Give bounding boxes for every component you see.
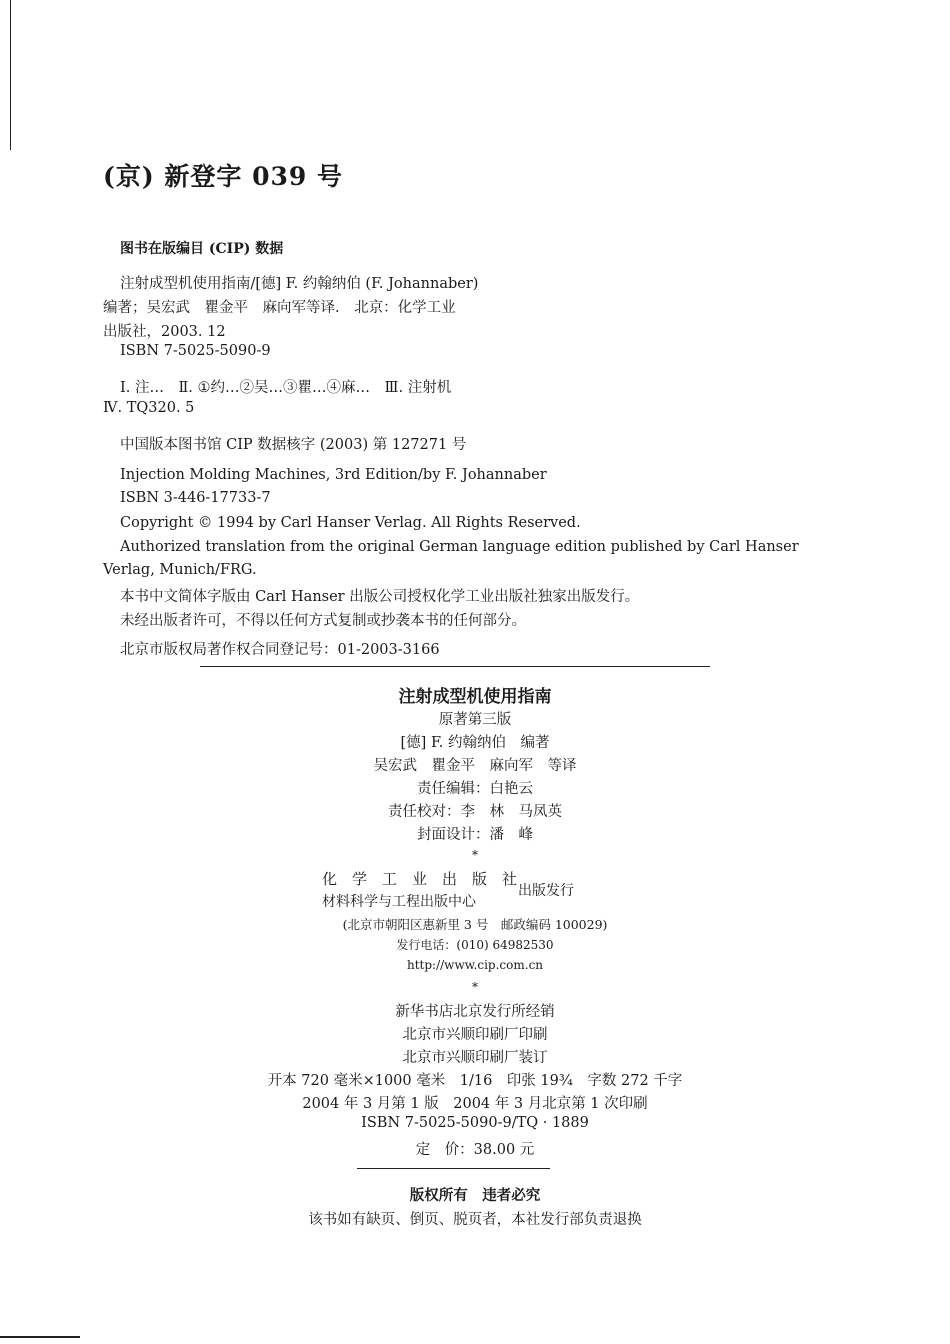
sales-phone: 发行电话：(010) 64982530 [396, 938, 554, 952]
publisher-center: 材料科学与工程出版中心 [322, 894, 476, 910]
printer: 北京市兴顺印刷厂印刷 [402, 1027, 548, 1043]
scan-edge-line [10, 0, 11, 150]
colophon-top-rule [200, 666, 710, 667]
publisher-name: 化 学 工 业 出 版 社 [322, 870, 518, 888]
cip-subjects-line1: Ⅰ. 注… Ⅱ. ①约…②吴…③瞿…④麻… Ⅲ. 注射机 [120, 380, 452, 396]
colophon-bottom-rule [357, 1168, 550, 1169]
cip-entry-line2: 编著；吴宏武 瞿金平 麻向军等译. 北京：化学工业 [103, 300, 456, 316]
publisher-url: http://www.cip.com.cn [406, 958, 544, 972]
rights-line2: 未经出版者许可，不得以任何方式复制或抄袭本书的任何部分。 [120, 613, 526, 629]
separator-star-2: * [472, 980, 478, 994]
distributor: 新华书店北京发行所经销 [395, 1004, 555, 1020]
original-title-line: Injection Molding Machines, 3rd Edition/by F. Johannaber [120, 467, 547, 483]
cip-entry-line1: 注射成型机使用指南/[德] F. 约翰纳伯 (F. Johannaber) [120, 276, 479, 292]
original-isbn: ISBN 3-446-17733-7 [120, 490, 271, 506]
print-date: 2004 年 3 月第 1 版 2004 年 3 月北京第 1 次印刷 [302, 1096, 648, 1112]
scan-bottom-line [0, 1336, 80, 1338]
rights-line1: 本书中文简体字版由 Carl Hanser 出版公司授权化学工业出版社独家出版发行。 [120, 589, 640, 605]
publish-issue-label: 出版发行 [518, 883, 574, 899]
cip-data-number: 中国版本图书馆 CIP 数据核字 (2003) 第 127271 号 [120, 437, 467, 453]
translators-line: 吴宏武 瞿金平 麻向军 等译 [373, 758, 577, 774]
format-specs: 开本 720 毫米×1000 毫米 1/16 印张 19¾ 字数 272 千字 [267, 1073, 683, 1089]
registration-number: (京) 新登字 039 号 [103, 162, 343, 191]
book-title: 注射成型机使用指南 [398, 687, 552, 707]
cip-heading: 图书在版编目 (CIP) 数据 [120, 241, 284, 257]
contract-registration: 北京市版权局著作权合同登记号：01-2003-3166 [120, 642, 440, 658]
author-line: [德] F. 约翰纳伯 编著 [400, 735, 550, 751]
cip-entry-line3: 出版社，2003. 12 [103, 324, 226, 340]
cover-designer: 封面设计：潘 峰 [417, 827, 533, 843]
cip-subjects-line2: Ⅳ. TQ320. 5 [103, 400, 195, 416]
edition: 原著第三版 [438, 712, 512, 728]
cip-entry-isbn: ISBN 7-5025-5090-9 [120, 343, 271, 359]
authorization-line1: Authorized translation from the original German language edition published by Carl Hanser [120, 539, 799, 555]
publisher-address: (北京市朝阳区惠新里 3 号 邮政编码 100029) [342, 917, 608, 932]
authorization-line2: Verlag, Munich/FRG. [103, 562, 257, 578]
copyright-line: Copyright © 1994 by Carl Hanser Verlag. All Rights Reserved. [120, 515, 581, 531]
separator-star-1: * [472, 848, 478, 862]
binder: 北京市兴顺印刷厂装订 [402, 1050, 548, 1066]
responsible-editor: 责任编辑：白艳云 [417, 781, 533, 797]
rights-reserved: 版权所有 违者必究 [409, 1187, 541, 1204]
return-notice: 该书如有缺页、倒页、脱页者，本社发行部负责退换 [308, 1212, 642, 1228]
responsible-proofreader: 责任校对：李 林 马凤英 [388, 804, 562, 820]
price: 定 价：38.00 元 [415, 1142, 535, 1158]
colophon-isbn: ISBN 7-5025-5090-9/TQ · 1889 [361, 1115, 589, 1131]
